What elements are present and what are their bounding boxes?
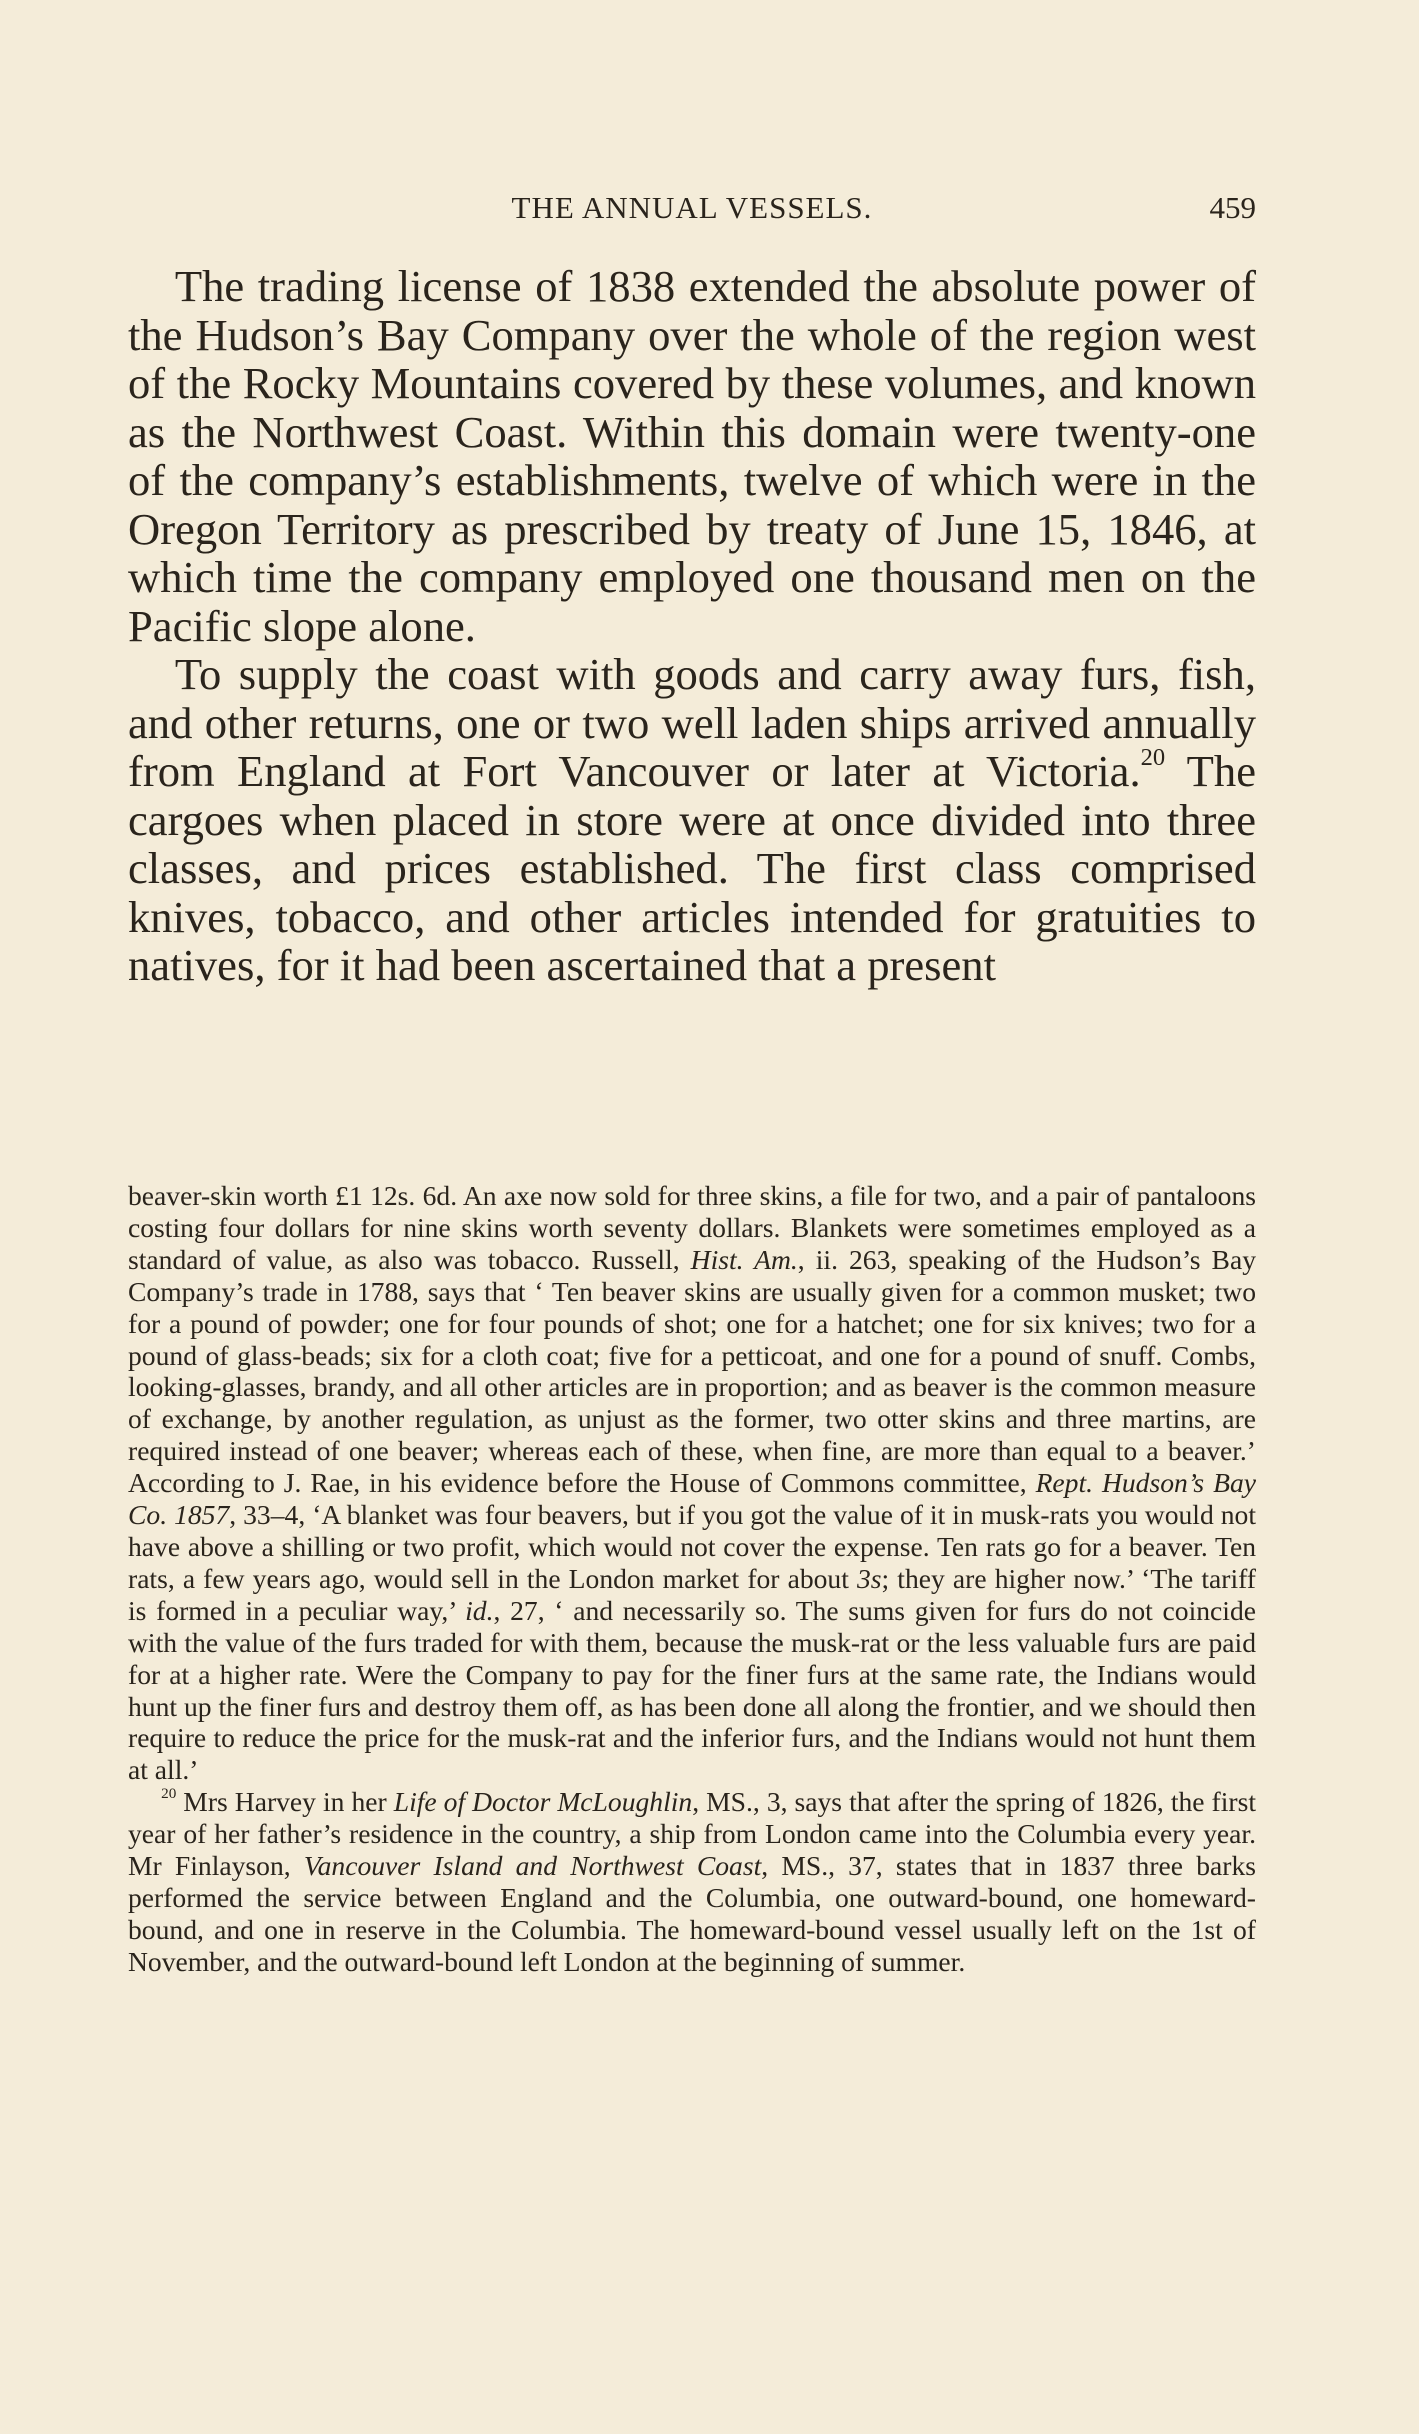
footnote-text: ; they are higher now.’ ‘The tariff is formed in a peculiar way,’ (128, 1562, 1256, 1626)
paragraph-2-start: To supply the coast with goods and carry away furs, fish, and other returns, one or two well laden ships arrived annually from England at Fort Vancouver or later at Victoria. (128, 649, 1256, 796)
footnote-text: , 27, ‘ and necessarily so. The sums given for furs do not coincide with the value of the furs traded for with them, because the musk-rat or the less valuable furs are paid for at a higher rate. Were the Company to pay for the finer furs at the same rate, the Indians would hunt up the finer furs and destroy them off, as has been done all along the frontier, and we should then require to reduce the price for the musk-rat and the inferior furs, and the Indians would not hunt them at all.’ (128, 1594, 1256, 1786)
footnote-citation: Life of Doctor McLoughlin (393, 1786, 693, 1818)
footnote-text: beaver-skin worth £1 12s. 6d. An axe now sold for three skins, a file for two, and a pair of pantaloons costing four dollars for nine skins worth seventy dollars. Blankets were sometimes employed as a standard of value, as also was tobacco. Russell, (128, 1180, 1256, 1275)
footnote-citation: 3s (857, 1562, 882, 1594)
footnote-citation: Hist. Am. (690, 1243, 798, 1275)
paragraph-2 (128, 650, 1256, 990)
footnote-ref-20: 20 (1140, 744, 1166, 772)
footnotes (128, 1180, 1256, 1978)
footnote-continued (128, 1180, 1256, 1786)
footnote-citation: id. (465, 1594, 494, 1626)
footnote-text: Mrs Harvey in her (176, 1786, 394, 1818)
paragraph-2-end: The cargoes when placed in store were at once divided into three classes, and prices established. The first class comprised knives, tobacco, and other articles intended for gratuities to natives, for it had been ascertained that a present (128, 746, 1256, 990)
running-title: THE ANNUAL VESSELS. (511, 190, 873, 225)
footnote-number: 20 (161, 1785, 177, 1803)
footnote-text: , MS., 37, states that in 1837 three barks performed the service between England and the Columbia, one outward-bound, one homeward-bound, and one in reserve in the Columbia. The homeward-bound vessel usually left on the 1st of November, and the outward-bound left London at the beginning of summer. (128, 1850, 1256, 1977)
footnote-text: , ii. 263, speaking of the Hudson’s Bay Company’s trade in 1788, says that ‘ Ten beaver skins are usually given for a common musket; two for a pound of powder; one for four pounds of shot; one for a hatchet; one for six knives; two for a pound of glass-beads; six for a cloth coat; five for a petticoat, and one for a pound of snuff. Combs, looking-glasses, brandy, and all other articles are in proportion; and as beaver is the common measure of exchange, by another regulation, as unjust as the former, two otter skins and three martins, are required instead of one beaver; whereas each of these, when fine, are more than equal to a beaver.’ According to J. Rae, in his evidence before the House of Commons committee, (128, 1243, 1257, 1499)
paragraph-1: The trading license of 1838 extended the absolute power of the Hudson’s Bay Company over the whole of the region west of the Rocky Mountains covered by these volumes, and known as the Northwest Coast. Within this domain were twenty-one of the company’s establishments, twelve of which were in the Oregon Territory as prescribed by treaty of June 15, 1846, at which time the company employed one thousand men on the Pacific slope alone. (128, 261, 1256, 651)
running-head (128, 190, 1256, 230)
footnote-citation: Vancouver Island and Northwest Coast (303, 1850, 762, 1882)
page-number: 459 (1209, 190, 1256, 225)
footnote-text: , 33–4, ‘A blanket was four beavers, but if you got the value of it in musk-rats you would not have above a shilling or two profit, which would not cover the expense. Ten rats go for a beaver. Ten rats, a few years ago, would sell in the London market for about (128, 1499, 1257, 1594)
footnote-citation: Rept. Hudson’s Bay Co. 1857 (128, 1467, 1256, 1531)
main-text (128, 262, 1256, 990)
footnote-text: , MS., 3, says that after the spring of 1826, the first year of her father’s residence in the country, a ship from London came into the Columbia every year. Mr Finlayson, (128, 1786, 1256, 1882)
footnote-20 (128, 1786, 1256, 1977)
